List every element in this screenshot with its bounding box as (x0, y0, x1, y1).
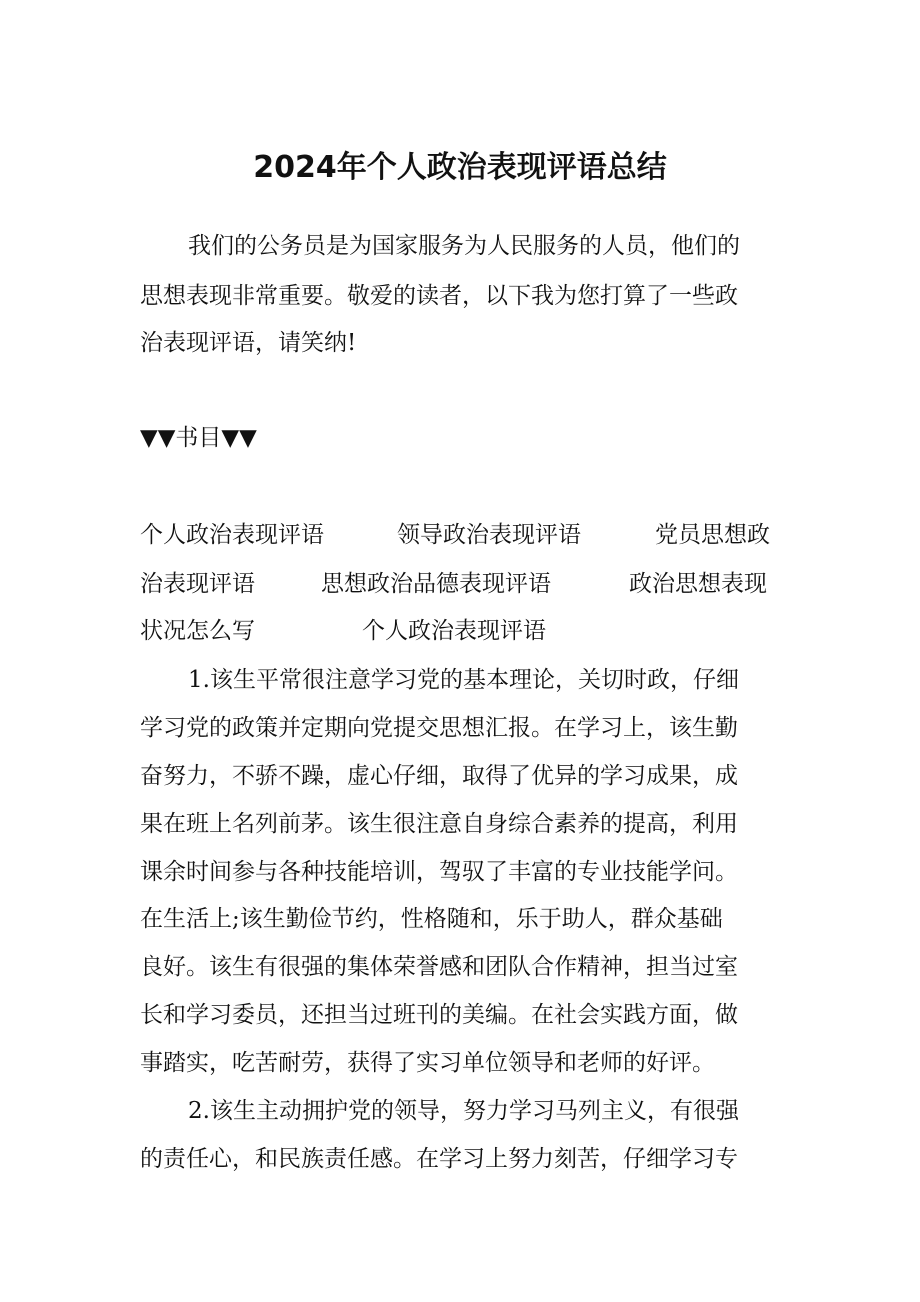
body-line-1: 1.该生平常很注意学习党的基本理论，关切时政，仔细 (188, 667, 739, 693)
toc-link-leader-political[interactable]: 领导政治表现评语 (397, 522, 581, 548)
body-line-6: 在生活上;该生勤俭节约，性格随和，乐于助人，群众基础 (140, 906, 723, 932)
toc-link-thought-status-end[interactable]: 状况怎么写 (140, 618, 255, 644)
body-line-5: 课余时间参与各种技能培训，驾驭了丰富的专业技能学问。 (140, 859, 738, 885)
toc-heading: ▼▼书目▼▼ (140, 425, 257, 451)
body-line-3: 奋努力，不骄不躁，虚心仔细，取得了优异的学习成果，成 (140, 763, 738, 789)
intro-line-3: 治表现评语，请笑纳! (140, 330, 357, 356)
body-line-4: 果在班上名列前茅。该生很注意自身综合素养的提高，利用 (140, 811, 738, 837)
body-line-9: 事踏实，吃苦耐劳，获得了实习单位领导和老师的好评。 (140, 1050, 715, 1076)
body-line-8: 长和学习委员，还担当过班刊的美编。在社会实践方面，做 (140, 1002, 738, 1028)
body-line-11: 的责任心，和民族责任感。在学习上努力刻苦，仔细学习专 (140, 1146, 738, 1172)
body-line-10: 2.该生主动拥护党的领导，努力学习马列主义，有很强 (188, 1098, 739, 1124)
body-line-7: 良好。该生有很强的集体荣誉感和团队合作精神，担当过室 (140, 954, 738, 980)
body-line-2: 学习党的政策并定期向党提交思想汇报。在学习上，该生勤 (140, 715, 738, 741)
toc-link-party-member-end[interactable]: 治表现评语 (140, 571, 255, 597)
section-heading: 个人政治表现评语 (362, 618, 546, 644)
toc-link-personal-political[interactable]: 个人政治表现评语 (140, 522, 324, 548)
toc-link-ideological-moral[interactable]: 思想政治品德表现评语 (321, 571, 551, 597)
intro-line-1: 我们的公务员是为国家服务为人民服务的人员，他们的 (188, 233, 740, 259)
document-title: 2024年个人政治表现评语总结 (253, 150, 667, 185)
toc-link-thought-status-start[interactable]: 政治思想表现 (629, 571, 767, 597)
toc-link-party-member-start[interactable]: 党员思想政 (655, 522, 770, 548)
intro-line-2: 思想表现非常重要。敬爱的读者，以下我为您打算了一些政 (140, 283, 738, 309)
